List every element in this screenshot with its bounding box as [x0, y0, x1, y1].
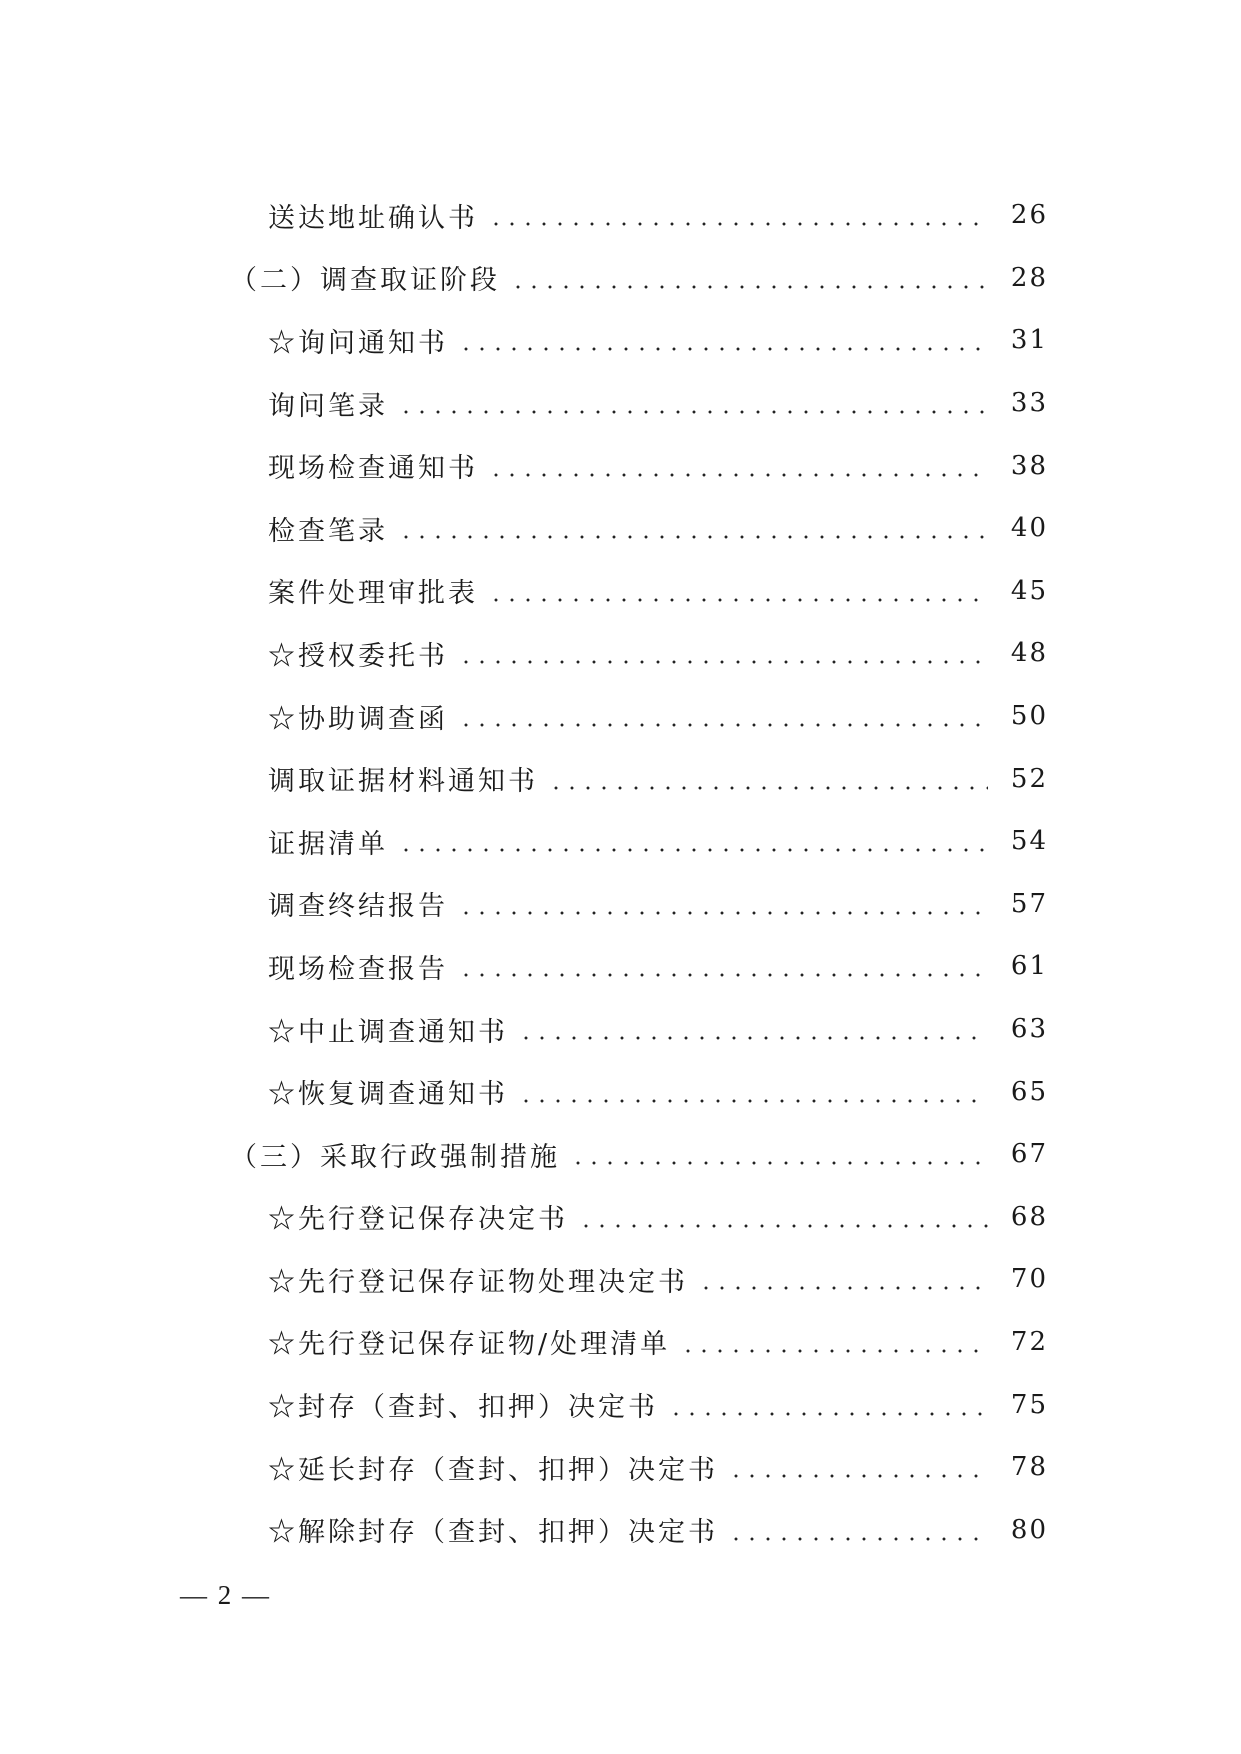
toc-entry[interactable]: [0, 309, 1241, 372]
dot-leader: [548, 786, 988, 790]
toc-entry-page: 45: [1010, 575, 1048, 606]
toc-entry-page: 40: [1010, 513, 1048, 544]
toc-entry-title: ☆协助调查函: [268, 703, 448, 735]
toc-entry-page: 48: [1010, 638, 1048, 669]
toc-entry[interactable]: [0, 560, 1241, 623]
toc-entry-page: 50: [1010, 701, 1048, 732]
toc-entry[interactable]: [0, 1373, 1241, 1436]
toc-entry-page: 68: [1010, 1201, 1048, 1232]
toc-entry-page: 28: [1010, 262, 1048, 293]
toc-entry[interactable]: [0, 935, 1241, 998]
toc-entry-page: 38: [1010, 450, 1048, 481]
toc-entry[interactable]: [0, 1186, 1241, 1249]
toc-entry-title: ☆先行登记保存证物处理决定书: [268, 1266, 688, 1298]
toc-entry-page: 61: [1010, 951, 1048, 982]
toc-entry[interactable]: [0, 622, 1241, 685]
toc-entry[interactable]: [0, 1498, 1241, 1561]
toc-entry[interactable]: [0, 685, 1241, 748]
dot-leader: [398, 848, 988, 852]
dot-leader: [488, 222, 988, 226]
toc-entry-page: 33: [1010, 388, 1048, 419]
dot-leader: [458, 347, 988, 351]
toc-entry[interactable]: [0, 1123, 1241, 1186]
toc-entry[interactable]: [0, 1436, 1241, 1499]
dot-leader: [680, 1349, 988, 1353]
toc-entry-page: 26: [1010, 200, 1048, 231]
dot-leader: [398, 410, 988, 414]
page-number: — 2 —: [180, 1580, 271, 1610]
dot-leader: [728, 1537, 988, 1541]
toc-entry[interactable]: [0, 372, 1241, 435]
toc-entry[interactable]: [0, 497, 1241, 560]
toc-entry[interactable]: [0, 184, 1241, 247]
toc-entry-title: 检查笔录: [268, 515, 388, 547]
toc-entry[interactable]: [0, 873, 1241, 936]
toc-entry-title: ☆恢复调查通知书: [268, 1079, 508, 1111]
toc-entry-page: 72: [1010, 1326, 1048, 1357]
dot-leader: [518, 1099, 988, 1103]
dot-leader: [458, 911, 988, 915]
toc-entry-title: ☆延长封存（查封、扣押）决定书: [268, 1454, 718, 1486]
dot-leader: [398, 535, 988, 539]
toc-entry-title: 调取证据材料通知书: [268, 766, 538, 798]
dot-leader: [698, 1286, 988, 1290]
toc-entry-title: ☆先行登记保存决定书: [268, 1204, 568, 1236]
toc-entry-title: ☆封存（查封、扣押）决定书: [268, 1392, 658, 1424]
toc-entry-title: （二）调查取证阶段: [230, 265, 500, 297]
dot-leader: [458, 723, 988, 727]
toc-entry[interactable]: [0, 1248, 1241, 1311]
toc-entry-title: 案件处理审批表: [268, 578, 478, 610]
toc-entry-page: 65: [1010, 1076, 1048, 1107]
dot-leader: [728, 1474, 988, 1478]
toc-entry-page: 57: [1010, 888, 1048, 919]
toc-entry-title: 证据清单: [268, 828, 388, 860]
toc-entry[interactable]: [0, 1311, 1241, 1374]
toc-entry[interactable]: [0, 434, 1241, 497]
toc-entry[interactable]: [0, 810, 1241, 873]
toc-entry-page: 31: [1010, 325, 1048, 356]
dot-leader: [570, 1161, 988, 1165]
toc-entry[interactable]: [0, 1060, 1241, 1123]
toc-entry-page: 63: [1010, 1014, 1048, 1045]
toc-entry-title: ☆先行登记保存证物/处理清单: [268, 1329, 671, 1361]
toc-entry[interactable]: [0, 247, 1241, 310]
table-of-contents: [0, 184, 1241, 1561]
toc-entry-title: 现场检查报告: [268, 953, 448, 985]
dot-leader: [488, 473, 988, 477]
dot-leader: [510, 285, 988, 289]
dot-leader: [488, 598, 988, 602]
toc-entry-page: 70: [1010, 1264, 1048, 1295]
dot-leader: [458, 660, 988, 664]
toc-entry[interactable]: [0, 747, 1241, 810]
toc-entry-title: ☆授权委托书: [268, 640, 448, 672]
toc-entry-title: ☆中止调查通知书: [268, 1016, 508, 1048]
toc-entry-page: 54: [1010, 826, 1048, 857]
toc-entry-page: 52: [1010, 763, 1048, 794]
dot-leader: [518, 1036, 988, 1040]
toc-entry-title: 询问笔录: [268, 390, 388, 422]
toc-entry-title: 现场检查通知书: [268, 453, 478, 485]
toc-entry-page: 67: [1010, 1139, 1048, 1170]
dot-leader: [578, 1224, 988, 1228]
toc-entry-title: （三）采取行政强制措施: [230, 1141, 560, 1173]
toc-entry-page: 78: [1010, 1452, 1048, 1483]
dot-leader: [668, 1412, 988, 1416]
toc-entry-title: ☆询问通知书: [268, 327, 448, 359]
toc-entry-title: 送达地址确认书: [268, 202, 478, 234]
toc-entry-page: 80: [1010, 1514, 1048, 1545]
toc-entry-title: ☆解除封存（查封、扣押）决定书: [268, 1517, 718, 1549]
dot-leader: [458, 973, 988, 977]
toc-entry-page: 75: [1010, 1389, 1048, 1420]
toc-entry[interactable]: [0, 998, 1241, 1061]
toc-entry-title: 调查终结报告: [268, 891, 448, 923]
